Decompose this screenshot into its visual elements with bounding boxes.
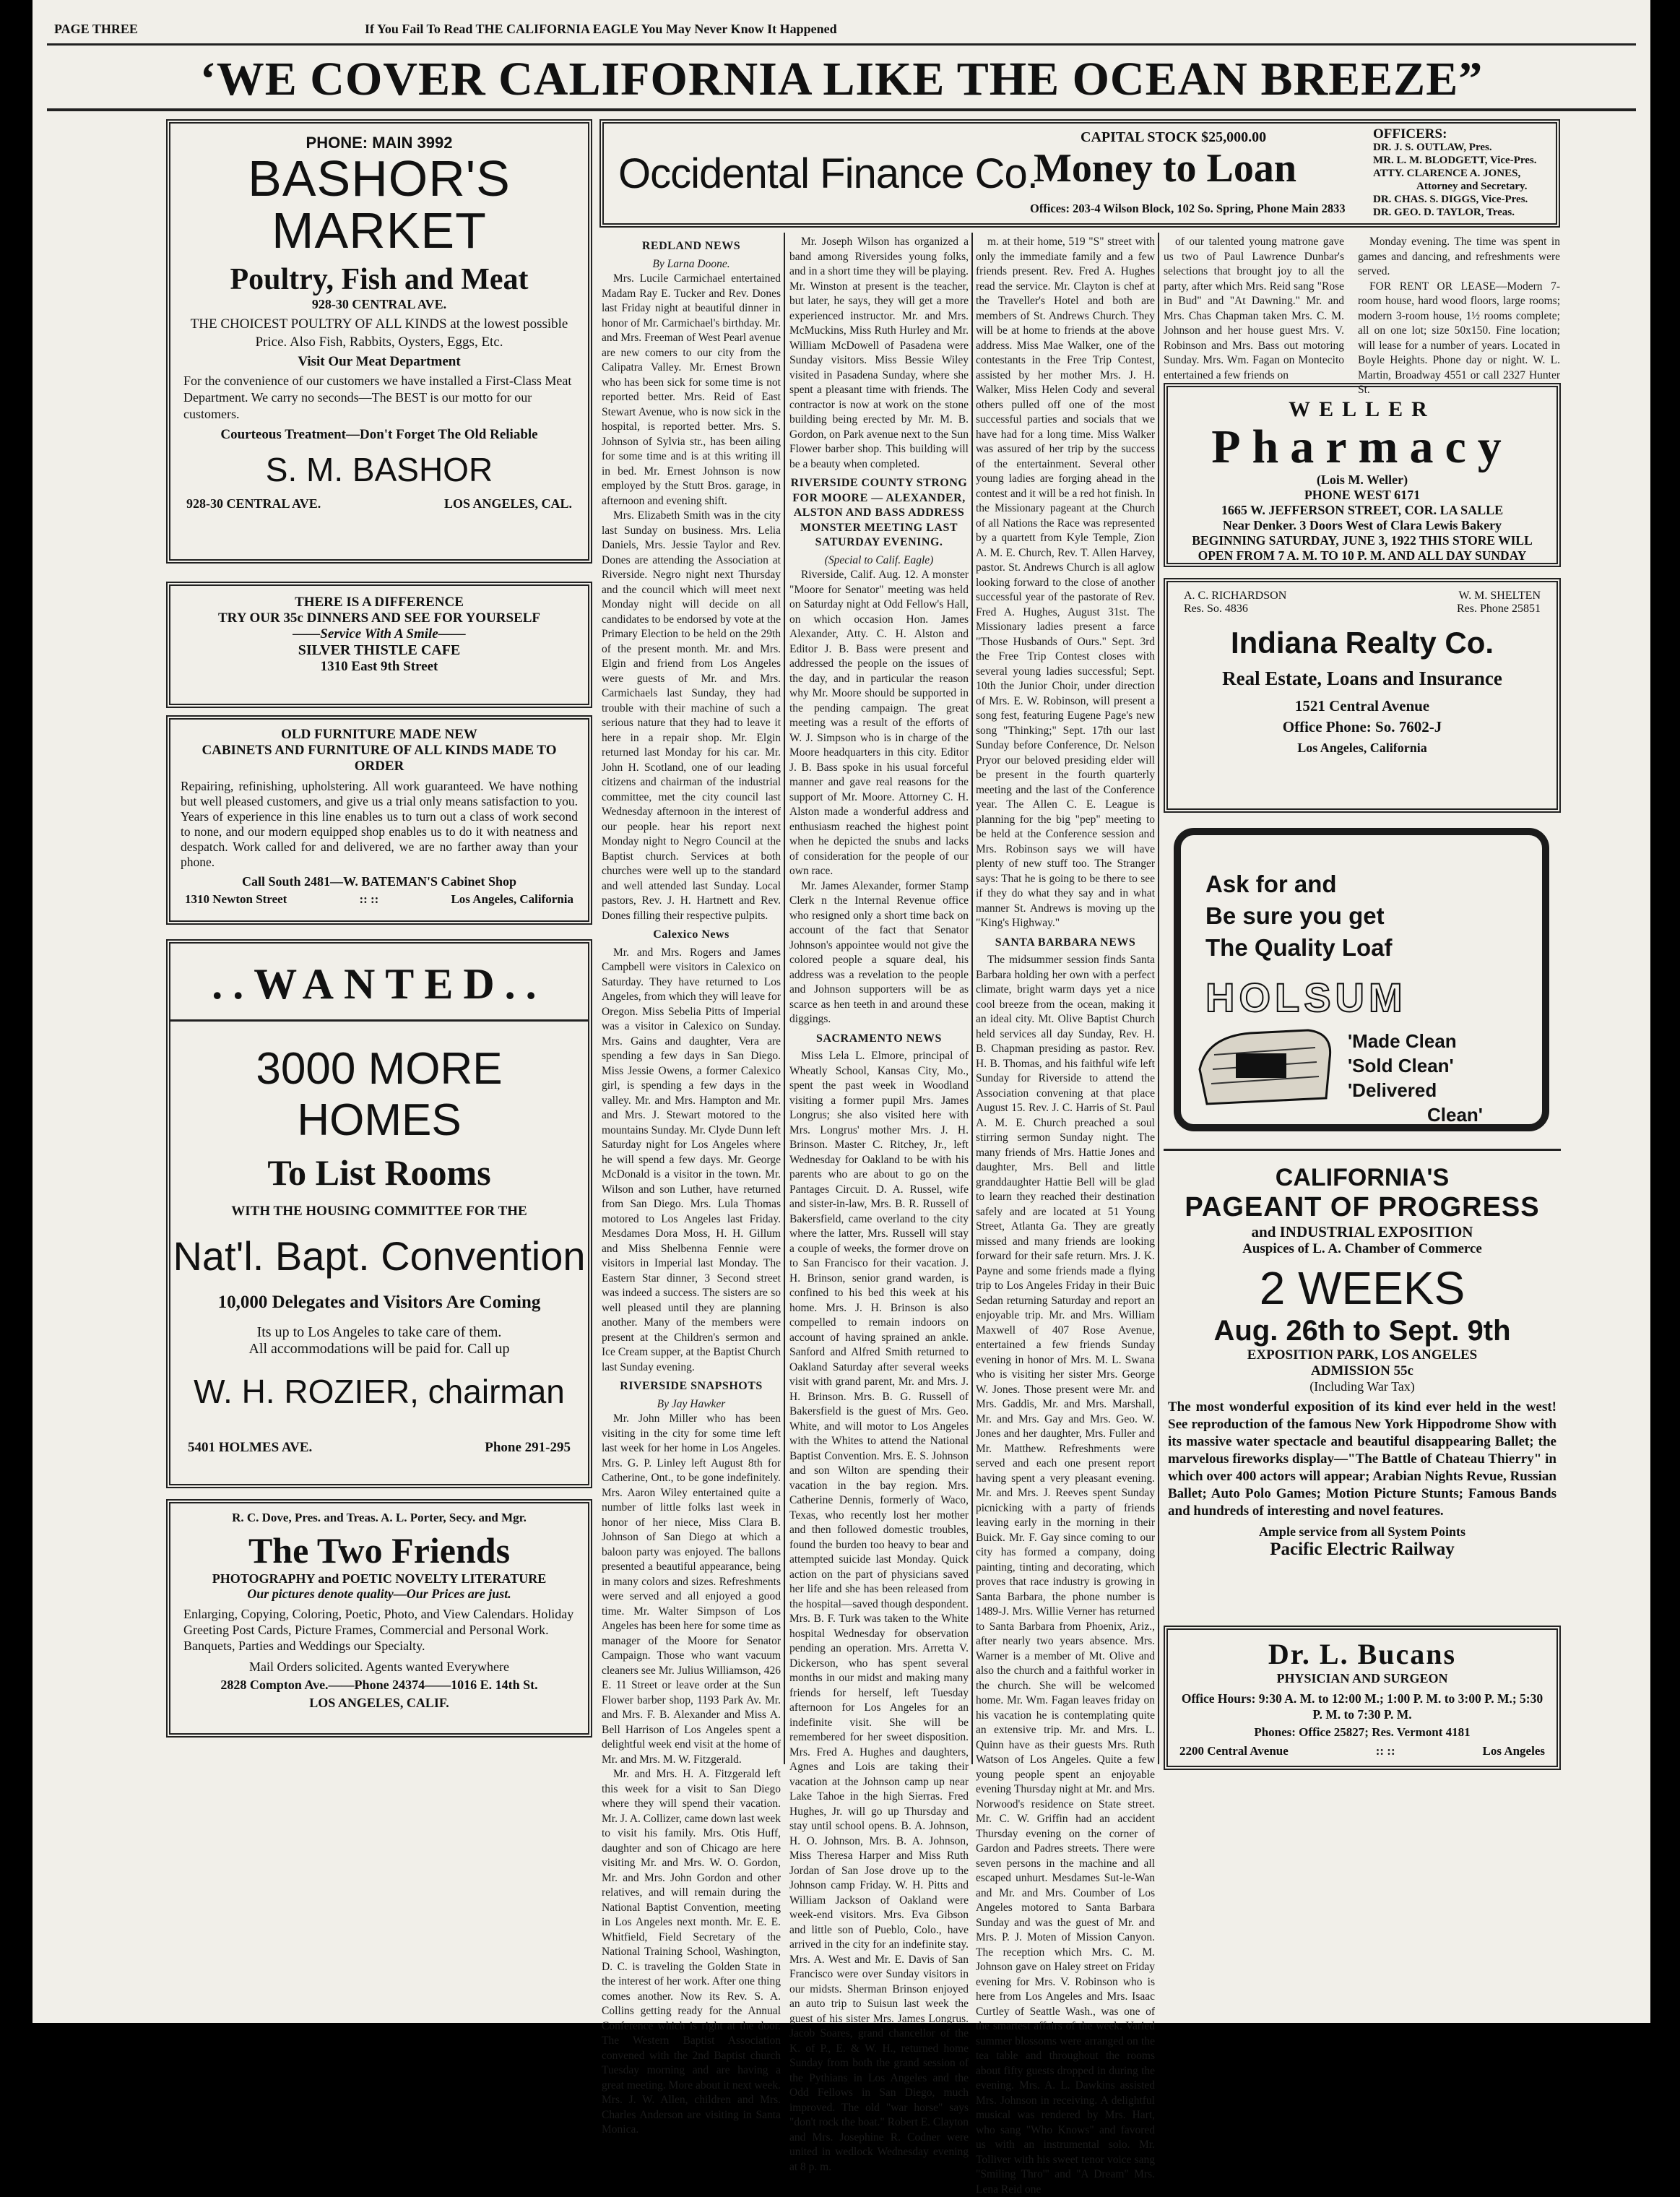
indiana-line: Real Estate, Loans and Insurance: [1222, 668, 1502, 689]
bateman-call: Call South 2481—W. BATEMAN'S Cabinet Shop: [241, 874, 517, 889]
wanted-line-2: To List Rooms: [267, 1152, 491, 1193]
occidental-officer-3: ATTY. CLARENCE A. JONES,: [1373, 168, 1521, 179]
bucans-name: Dr. L. Bucans: [1268, 1638, 1457, 1670]
indiana-left-name: A. C. RICHARDSON: [1184, 590, 1287, 602]
holsum-line-2: Be sure you get: [1205, 902, 1385, 929]
pageant-of-progress-ad: [1164, 1149, 1561, 1615]
newspaper-page: [33, 0, 1650, 2196]
pageant-line-2: PAGEANT OF PROGRESS: [1185, 1192, 1540, 1222]
weller-open-2: OPEN FROM 7 A. M. TO 10 P. M. AND ALL DAY SUNDAY: [1198, 548, 1527, 563]
two-friends-line-2: Our pictures denote quality—Our Prices are just.: [247, 1587, 511, 1601]
occidental-offices: Offices: 203-4 Wilson Block, 102 So. Spring, Phone Main 2833: [1030, 202, 1346, 215]
news-column-5: [1358, 235, 1560, 396]
bucans-footer: [1179, 1744, 1545, 1758]
weller-open-1: BEGINNING SATURDAY, JUNE 3, 1922 THIS STORE WILL: [1192, 533, 1533, 548]
two-friends-line-1: PHOTOGRAPHY and POETIC NOVELTY LITERATURE: [212, 1571, 547, 1586]
news-column-1: [602, 235, 781, 2136]
article-paragraph: Miss Lela L. Elmore, principal of Wheatly School, Kansas City, Mo., spent the past week in Woodland visiting a former pupil Mrs. James Longrus; she also visited here with Mrs. Longrus' mother Mrs. J. H. Brinson. Master C. Ritchey, Jr., left Wednesday for Oakland to be with his parents who are about to go on the Pantages Circuit. D. A. Russel, wife and sister-in-law, Mrs. B. R. Russell of Bakersfield, came overland to the city where the latter, Mrs. Russell will stay a couple of weeks, the former drove on to San Francisco for their vacation. J. H. Brinson, senior grand warden, is confined to his bed this week at his home. Mrs. J. H. Brinson is also compelled to remain indoors on account of having sprained an ankle. Sanford and Alfred Smith returned to Oakland Saturday after several weeks visit with grand parent, Mr. and Mrs. J. H. Brinson. Mrs. B. G. Russell of Bakersfield is the guest of Mrs. Geo. White, and will motor to Los Angeles with the Whites to attend the National Baptist Convention. Mrs. E. S. Johnson and son Wilton are spending their vacation in the bay region. Mrs. Catherine Dennis, formerly of Waco, Texas, who recently lost her mother and then followed domestic troubles, found the burden too heavy to bear and attempted suicide last Monday. Quick action on the part of physicians saved her life and she has been released from the hospital—saved though despondent. Mrs. B. F. Turk was taken to the White hospital Wednesday for observation pending an operation. Mrs. Arretta V. Dickerson, who has spent several months in our midst and making many friends for herself, left Tuesday afternoon for Los Angeles for an indefinite visit. She will be remembered for her sweet disposition. Mrs. Fred A. Hughes and daughters, Agnes and Lois are taking their vacation at the Johnson camp up near Lake Tahoe in the high Sierras. Fred Hughes, Jr. will go up Thursday and stay until school opens. B. A. Johnson, H. O. Johnson, Mrs. B. A. Johnson, Miss Theresa Harper and Miss Ruth Jordan of San Jose drove up to the Johnson camp Friday. W. H. Pitts and William Jackson of Oakland were week-end visitors. Mrs. Eva Gibson and little son of Pueblo, Colo., have arrived in the city for an indefinite stay. Mrs. A. West and Mr. E. Davis of San Francisco were over Sunday visitors in our midsts. Sherman Brinson enjoyed an auto trip to Suisun last week the guest of his sister Mrs. James Longrus. Jacob Soares, grand chancellor of the K. of P., E. & W. H., returned home Sunday from both the grand session of the Pythians in Los Angeles and the Odd Fellows in San Diego, much improved. The old "war horse" says "don't rock the boat." Robert E. Clayton and Mrs. Josephine R. Codner were united in wedlock Wednesday evening at 8 p. m.: [789, 1050, 969, 2173]
weller-near: Near Denker. 3 Doors West of Clara Lewis Bakery: [1222, 518, 1502, 532]
wanted-line-1: 3000 MORE HOMES: [256, 1044, 503, 1145]
indiana-address: 1521 Central Avenue: [1294, 697, 1430, 715]
article-byline: (Special to Calif. Eagle): [824, 553, 934, 566]
bucans-phones: Phones: Office 25827; Res. Vermont 4181: [1254, 1725, 1471, 1739]
bashor-products: Poultry, Fish and Meat: [230, 263, 529, 296]
weller-owner: (Lois M. Weller): [1316, 472, 1408, 487]
wanted-footer-address: 5401 HOLMES AVE.: [188, 1440, 313, 1455]
two-friends-address: 2828 Compton Ave.——Phone 24374——1016 E. 14th St.: [220, 1678, 538, 1692]
occidental-officer-4: Attorney and Secretary.: [1416, 181, 1528, 192]
occidental-name: Occidental Finance Co.: [618, 150, 1038, 197]
occidental-officer-6: DR. GEO. D. TAYLOR, Treas.: [1373, 207, 1515, 218]
bashor-name-2: MARKET: [272, 202, 487, 259]
bashor-footer: [186, 496, 572, 512]
holsum-tagline: [1205, 868, 1393, 964]
article-heading: SANTA BARBARA NEWS: [995, 936, 1136, 949]
pageant-line-8: ADMISSION 55c: [1311, 1363, 1413, 1378]
pageant-line-7: EXPOSITION PARK, LOS ANGELES: [1247, 1347, 1478, 1363]
bateman-footer: [185, 892, 573, 907]
two-friends-city: LOS ANGELES, CALIF.: [309, 1696, 449, 1710]
weller-name-1: WELLER: [1289, 397, 1436, 421]
article-paragraph: Mrs. Elizabeth Smith was in the city last Sunday on business. Mrs. Lelia Daniels, Mrs. Jessie Taylor and Rev. Dones are attending the Association at Riverside. Negro night next Thursday and the council which will meet next Monday night will decide on all candidates to be endorsed by vote at the Primary Election to be held on the 29th of the present month. Mr. and Mrs. Elgin and friend from Los Angeles were guests of Mr. and Mrs. Carmichaels last Sunday, they had trouble with their machine of such a serious nature that they had to leave it here in a repair shop. Mr. Elgin returned last Monday for his car. Mr. John H. Scotland, one of our leading citizens and chairman of the industrial committee, met the city council last Wednesday afternoon in the interest of our people. hear his report next Monday night to Negro Council at the Baptist church. Services at both churches were well up to the standard and well attended last Sunday. Local pastors, Rev. J. H. Hartnett and Rev. Dones filling their respective pulpits.: [602, 509, 781, 922]
bashor-body: For the convenience of our customers we have installed a First-Class Meat Department. We carry no seconds—The BEST is our motto for our customers.: [183, 374, 572, 421]
article-paragraph: Mrs. Lucile Carmichael entertained Madam Ray E. Tucker and Rev. Dones last Friday night at beautiful dinner in honor of Mr. Carmichael's birthday. Mr. and Mrs. Freeman of West Pearl avenue are new comers to our city from the Calipatra Valley. Mr. Ernest Brown who has been sick for some time is not reported better. Mrs. Reid of East Stewart Avenue, who is now sick in the hospital, is reported better. Mrs. S. Johnson of Sylvia str., has been ailing for some time and is at this writing ill in bed. Mr. Ernest Johnson is now employed by the Stutt Bros. garage, in afternoon and evening shift.: [602, 272, 781, 507]
weller-address: 1665 W. JEFFERSON STREET, COR. LA SALLE: [1221, 503, 1504, 517]
banner-headline: ‘WE COVER CALIFORNIA LIKE THE OCEAN BREEZE”: [199, 53, 1484, 105]
occidental-capital: CAPITAL STOCK $25,000.00: [1081, 129, 1267, 145]
bateman-body: Repairing, refinishing, upholstering. All work guaranteed. We have nothing but well pleased customers, and give us a trial only means satisfaction to you. Years of experience in this line enables us to turn out a class of work second to none, and our modern equipped shop enables us to do it with neatness and despatch. Work called for and delivered, we are no farther away than your phone.: [181, 779, 578, 869]
bashor-visit: Visit Our Meat Department: [298, 354, 461, 369]
column-rule-2: [971, 233, 973, 1764]
article-paragraph: Mr. John Miller who has been visiting in the city for some time left last week for her home in Los Angeles. Mrs. G. P. Linley left August 8th for Catherine, Ont., to be gone indefinitely. Mrs. Aaron Wiley entertained quite a number of little folks last week in honor of her niece, Miss Clara B. Johnson of San Diego at which a baloon party was enjoyed. The ballons presented a beautiful appearance, being in many colors and sizes. Refreshments were served and all enjoyed a good time. Mr. Walter Simpson of Los Angeles has been here for some time as manager of the Moore for Senator Campaign. Those who want vacuum cleaners see Mr. Julius Williamson, 426 E. 11 Street or leave order at the Sun Flower barber shop, 1193 Park Av. Mr. and Mrs. F. B. Alexander and Miss A. Bell Harrison of Los Angeles spent a delightful week end visit at the home of Mr. and Mrs. M. W. Fitzgerald.: [602, 1412, 781, 1766]
indiana-right-contact: [1457, 590, 1541, 616]
bucans-footer-city: Los Angeles: [1482, 1744, 1545, 1758]
article-paragraph: Riverside, Calif. Aug. 12. A monster "Moore for Senator" meeting was held on Saturday night at Odd Fellow's Hall, on which occasion Hon. James Alexander, Atty. C. H. Alston and Editor J. B. Bass were present and addressed the people on the issues of the day, and in particular the reason why Mr. Moore should be supported in the pending campaign. The great meeting was a result of the efforts of W. J. Simpson who is in charge of the Moore headquarters in this city. Editor J. B. Bass spoke in his usual forceful manner and gave real reasons for the support of Mr. Moore. Attorney C. H. Alston made a wonderful address and enthusiasm reached the highest point when he depicted the snubs and lacks of consideration for the people of our own race.: [789, 569, 969, 877]
bateman-heading-2: CABINETS AND FURNITURE OF ALL KINDS MADE TO ORDER: [202, 743, 557, 774]
pageant-line-5: 2 WEEKS: [1259, 1262, 1465, 1314]
pageant-line-3: and INDUSTRIAL EXPOSITION: [1251, 1223, 1473, 1240]
weller-phone: PHONE WEST 6171: [1304, 488, 1421, 502]
holsum-slogan-4: Clean': [1427, 1104, 1483, 1126]
page-number: PAGE THREE: [54, 22, 138, 36]
occidental-finance-ad: [599, 119, 1560, 228]
article-byline: By Larna Doone.: [652, 257, 730, 270]
wanted-line-4: Nat'l. Bapt. Convention: [173, 1233, 586, 1279]
pageant-line-1: CALIFORNIA'S: [1275, 1164, 1450, 1191]
occidental-officer-2: MR. L. M. BLODGETT, Vice-Pres.: [1373, 155, 1537, 166]
two-friends-officers: R. C. Dove, Pres. and Treas. A. L. Porter, Secy. and Mgr.: [232, 1511, 527, 1524]
indiana-left-phone: Res. So. 4836: [1184, 603, 1248, 615]
holsum-brand: HOLSUM: [1205, 975, 1407, 1020]
bucans-footer-address: 2200 Central Avenue: [1179, 1744, 1289, 1758]
bucans-footer-separator: :: ::: [1375, 1744, 1395, 1758]
holsum-line-1: Ask for and: [1205, 871, 1337, 897]
bashor-address: 928-30 CENTRAL AVE.: [311, 297, 447, 311]
news-column-4: [1164, 235, 1344, 379]
column-rule-3: [1158, 233, 1159, 1764]
article-paragraph: Mr. and Mrs. Rogers and James Campbell were visitors in Calexico on Saturday. They have returned to Los Angeles, from which they will leave for Oregon. Miss Sebelia Pitts of Imperial was a visitor in Calexico on Sunday. Mrs. Gains and daughter, Vera are spending a few days in San Diego. Miss Jessie Owens, a former Calexico girl, is spending a few days in the valley. Mr. and Mrs. Hampton and Mr. and Mrs. J. Stewart motored to the mountains Sunday. Mr. Clyde Dunn left Saturday night for Los Angeles where he will spend a few days. Mr. George McDonald is a visitor in the town. Mr. Wilson and son Luther, have returned from San Diego. Mrs. Lula Thomas motored to Los Angeles last Friday. Mesdames Dora Moss, H. H. Gillum and Miss Shelbenna Fennie were visitors in Imperial last Monday. The Eastern Star dinner, 3 Second street was indeed a success. The sisters are so well pleased until they are planning another. Many of the members were present at the Children's sermon and Ice Cream supper, at the Baptist Church last Sunday evening.: [602, 946, 781, 1373]
bashor-choice-text: THE CHOICEST POULTRY OF ALL KINDS at the lowest possible Price. Also Fish, Rabbits, Oysters, Eggs, Etc.: [190, 316, 568, 350]
indiana-realty-ad: [1164, 578, 1561, 813]
running-head-text: If You Fail To Read THE CALIFORNIA EAGLE You May Never Know It Happened: [365, 22, 837, 36]
bucans-title: PHYSICIAN AND SURGEON: [1276, 1671, 1448, 1685]
wanted-footer: [188, 1440, 571, 1456]
wanted-line-7: All accommodations will be paid for. Call up: [248, 1341, 510, 1357]
running-head: [54, 17, 1629, 42]
article-paragraph: m. at their home, 519 "S" street with only the immediate family and a few friends present. Rev. Fred A. Hughes read the service. Mr. Clayton is chef at the Traveller's Hotel and both are members of St. Andrews Church. They will be at home to friends at the above address. Miss Mae Walker, one of the contestants in the Free Trip Contest, assisted by her mother Mrs. J. H. Walker, Miss Helen Cody and several others pulled off one of the most successful parties and socials that we have had for a long time. Miss Walker was assured of her trip by the success of the entertainment. Several other young ladies are forging ahead in the contest and it will be a red hot finish. In the Missionary pageant at the Church of all Nations the Race was represented by a quartett from Kyle Temple, Zion A. M. E. Church, Rev. T. Allen Harvey, pastor. St. Andrews Church is all aglow looking forward to the close of another successful year of the pastorate of Rev. Fred A. Hughes, August 31st. The Missionary ladies present a farce "Those Husbands of Ours." Sept. 3rd the Free Trip Contest closes with several young ladies successful; Sept. 10th the Junior Choir, under direction of Mrs. E. W. Robinson, will present a song fest, featuring Eugene Page's new song "Thinking;" Sept. 17th our last Sunday before Conference, Dr. Nelson Pryor our beloved presiding elder will be present in the fourth quarterly meeting and the last of the Conference year. The Allen C. E. League is planning for the big "pep" meeting to be held at the Conference session and Mrs. Robinson says we will have plenty of new stuff too. The Stranger says: That he is going to be there to see if they do what they say and in what manner St. Andrews is moving up the "King's Highway.": [976, 236, 1155, 929]
holsum-slogan-3: 'Delivered: [1348, 1079, 1437, 1101]
article-heading: RIVERSIDE SNAPSHOTS: [620, 1380, 763, 1392]
occidental-officer-1: DR. J. S. OUTLAW, Pres.: [1373, 142, 1492, 153]
thistle-line-2: TRY OUR 35c DINNERS AND SEE FOR YOURSELF: [217, 610, 541, 626]
thistle-line-1: THERE IS A DIFFERENCE: [295, 595, 464, 610]
article-heading: SACRAMENTO NEWS: [816, 1032, 942, 1045]
bashor-footer-address: 928-30 CENTRAL AVE.: [186, 496, 321, 511]
bateman-footer-separator: :: ::: [359, 892, 379, 906]
weller-name-2: Pharmacy: [1211, 420, 1513, 473]
column-rule-1: [784, 233, 785, 1764]
holsum-slogan-2: 'Sold Clean': [1348, 1055, 1454, 1076]
weller-pharmacy-ad: [1164, 383, 1561, 567]
indiana-phone: Office Phone: So. 7602-J: [1282, 718, 1442, 735]
holsum-bread-ad: [1164, 824, 1561, 1138]
article-paragraph: FOR RENT OR LEASE—Modern 7-room house, hard wood floors, large rooms; modern 3-room house, 1½ rooms complete; all on one lot; size 50x150. Fine location; will lease for a number of years. Located in Boyle Heights. Phone day or night. W. L. Martin, Broadway 4551 or call 2327 Hunter St.: [1358, 280, 1560, 396]
pageant-railway: Pacific Electric Railway: [1270, 1540, 1455, 1559]
article-heading: RIVERSIDE COUNTY STRONG FOR MOORE — ALEXANDER, ALSTON AND BASS ADDRESS MONSTER MEETING LAST SATURDAY EVENING.: [790, 477, 968, 548]
bateman-heading-1: OLD FURNITURE MADE NEW: [281, 727, 477, 742]
bashor-phone: PHONE: MAIN 3992: [306, 134, 453, 152]
article-paragraph: Mr. and Mrs. H. A. Fitzgerald left this week for a visit to San Diego where they will spend their vacation. Mr. J. A. Collizer, came down last week to visit his family. Mrs. Otis Huff, daughter and son of Chicago are here visiting Mr. and Mrs. W. O. Gordon, Mr. and Mrs. John Gordon and other relatives, and will remain during the National Baptist Convention, meeting in Los Angeles next month. Mr. E. E. Whitfield, Field Secretary of the National Training School, Washington, D. C. is traveling the Golden State in the interest of her work. After one thing comes another. Now its Rev. S. A. Collins getting ready for the Annual Conference which is right at the door. The Western Baptist Association convened with the 2nd Baptist church Tuesday morning and are having a great meeting. More about it next week. Mrs. J. W. Allen, children and Mrs. Charles Anderson are visiting in Santa Monica.: [602, 1768, 781, 2136]
holsum-slogan-1: 'Made Clean: [1348, 1030, 1457, 1052]
indiana-right-phone: Res. Phone 25851: [1457, 603, 1541, 615]
article-paragraph: of our talented young matrone gave us two of Paul Lawrence Dunbar's selections that brought joy to all the party, after which Mrs. Reid sang "Rose in Bud" and "At Dawning." Mr. and Mrs. Chas Chapman taken Mrs. C. M. Johnson and her house guest Mrs. V. Robinson and Mrs. Bass out motoring Sunday. Mrs. Wm. Fagan on Montecito entertained a few friends on: [1164, 236, 1344, 381]
indiana-name: Indiana Realty Co.: [1230, 626, 1494, 660]
article-heading: REDLAND NEWS: [641, 240, 741, 252]
silver-thistle-ad: [166, 582, 592, 708]
occidental-money: Money to Loan: [1034, 146, 1296, 191]
thistle-line-3: ——Service With A Smile——: [293, 626, 466, 642]
wanted-line-6: Its up to Los Angeles to take care of them.: [256, 1324, 502, 1340]
bashor-footer-city: LOS ANGELES, CAL.: [443, 496, 572, 511]
wanted-line-5: 10,000 Delegates and Visitors Are Coming: [217, 1292, 541, 1312]
pageant-line-4: Auspices of L. A. Chamber of Commerce: [1242, 1241, 1482, 1256]
occidental-officers-heading: OFFICERS:: [1373, 126, 1447, 142]
two-friends-body: Enlarging, Copying, Coloring, Poetic, Photo, and View Calendars. Holiday Greeting Post Cards, Picture Frames, Commercial and Personal Work. Banquets, Parties and Weddings our Specialty.: [183, 1607, 574, 1653]
article-paragraph: Mr. Joseph Wilson has organized a band among Riversides young folks, and in a short time they will be playing. Mr. Winston at present is the teacher, but later, he says, they will get a more experienced instructor. Mr. and Mrs. McMuckins, Miss Ruth Hurley and Mr. William McDowell of Pasadena were Sunday visitors. Miss Bessie Wiley visited in Pasadena Sunday, where she spent a pleasant time with friends. The contractor is now at work on the stone building being erected by Mr. M. B. Gordon, on Park avenue next to the Sun Flower barber shop. This building will be a beauty when completed.: [789, 236, 969, 470]
bateman-footer-city: Los Angeles, California: [451, 892, 573, 906]
wanted-title: ..WANTED..: [212, 960, 547, 1008]
occidental-officer-5: DR. CHAS. S. DIGGS, Vice-Pres.: [1373, 194, 1528, 205]
two-friends-name: The Two Friends: [248, 1530, 511, 1571]
news-column-2: [789, 235, 969, 2173]
article-paragraph: Mr. James Alexander, former Stamp Clerk n the Internal Revenue office who resigned only a short time back on account of the fact that Senator Johnson's appointee would not give the colored people a square deal, his address was a revelation to the people and Johnson supporters will be as scarce as hen teeth in and around these diggings.: [789, 879, 969, 1025]
bashor-owner: S. M. BASHOR: [265, 451, 493, 488]
two-friends-ad: [166, 1499, 592, 1738]
banner-rule: [47, 108, 1636, 111]
thistle-line-4: SILVER THISTLE CAFE: [298, 642, 461, 658]
bateman-footer-street: 1310 Newton Street: [185, 892, 287, 906]
news-column-3: [976, 235, 1155, 2196]
bashor-name-1: BASHOR'S: [248, 150, 511, 207]
holsum-slogans: [1348, 1029, 1483, 1127]
article-paragraph: Monday evening. The time was spent in games and dancing, and refreshments were served.: [1358, 236, 1560, 277]
pageant-line-9: (Including War Tax): [1309, 1379, 1415, 1394]
wanted-rule: [170, 1019, 588, 1022]
article-byline: By Jay Hawker: [657, 1397, 726, 1410]
occidental-officers: [1373, 128, 1537, 219]
two-friends-mail: Mail Orders solicited. Agents wanted Everywhere: [249, 1659, 509, 1674]
top-rule: [47, 43, 1636, 46]
bread-loaf-icon: [1192, 1019, 1337, 1113]
wanted-line-3: WITH THE HOUSING COMMITTEE FOR THE: [231, 1204, 527, 1219]
indiana-left-contact: [1184, 590, 1286, 616]
bashor-courteous: Courteous Treatment—Don't Forget The Old Reliable: [220, 427, 538, 442]
pageant-service: Ample service from all System Points: [1258, 1524, 1466, 1539]
wanted-chairman: W. H. ROZIER, chairman: [194, 1373, 565, 1410]
wanted-footer-phone: Phone 291-295: [485, 1440, 571, 1455]
pageant-line-6: Aug. 26th to Sept. 9th: [1213, 1315, 1511, 1347]
indiana-city: Los Angeles, California: [1297, 741, 1427, 755]
thistle-line-5: 1310 East 9th Street: [320, 659, 438, 674]
holsum-line-3: The Quality Loaf: [1205, 934, 1393, 961]
bateman-cabinet-ad: [166, 715, 592, 925]
bashor-market-ad: [166, 119, 592, 564]
article-paragraph: The midsummer session finds Santa Barbara holding her own with a perfect climate, bright warm days yet a nice cool breeze from the ocean, making it an ideal city. Mt. Olive Baptist Church held services all day Sunday, Rev. H. B. Chapman presiding as pastor. Rev. H. B. Thomas, and his faithful wife left Sunday for Riverside to attend the Association convening at that place August 15. Rev. J. C. Harris of St. Paul A. M. E. Church preached a soul stirring sermon Sunday night. The many friends of Mrs. Hattie Jones and daughter, Mrs. Bell and little granddaughter Hattie Bell will be glad to learn they reached their destination safely and are located at 51 Young Street, Atlanta Ga. They are greatly missed and many friends are looking forward for their safe return. Mrs. J. K. Payne and some friends made a flying trip to Los Angeles Friday in their Buic Sedan returning Saturday and report an enjoyable trip. Mr. and Mrs. William Maxwell of 407 Rose Avenue, entertained a few friends Sunday evening in honor of Mrs. M. L. Swana who is visiting her sister Mrs. George W. Jones. Those present were Mr. and Mrs. Gaddis, Mr. and Mrs. Marshall, Mr. and Mrs. Gay and Mrs. Geo. W. Jones and her daughter, Mrs. Fuller and Mr. Matthew. Refreshments were served and each one present report having spent a very pleasant evening. Mr. and Mrs. J. Reeves spent Sunday picnicking with a party of friends leaving early in the morning in their Buick. Mr. F. Gay since coming to our city has formed a company, doing painting, tinting and decorating, which proves that race industry is growing in Santa Barbara, the phone number is 1489-J. Mrs. Willie Verner has returned to Santa Barbara from Phoenix, Ariz., after nearly two years absence. Mrs. Warner is a member of Mt. Olive and also the church and a faithful worker in the church. She will be welcomed home. Mr. Wm. Fagan leaves friday on his vacation he is contemplating quite an extensive trip. Mr. and Mrs. L. Quinn have as their guests Mrs. Ruth Watson of Los Angeles. Quite a few young people spent an enjoyable evening Thursday night at Mr. and Mrs. Norwood's residence on State street. Mr. C. W. Griffin had an accident Thursday evening on the corner of Gardon and Padres streets. There were seven persons in the machine and all escaped unhurt. Mesdames Sut-le-Wan and Mr. and Mrs. Coumber of Los Angeles motored to Santa Barbara Sunday and was the guest of Mr. and Mrs. P. J. Moten of Mission Canyon. The reception which Mrs. C. M. Johnson gave on Haley street on Friday evening for Mrs. V. Robinson who is here from Los Angeles and Mrs. Isaac Curtley of Seattle Wash., was one of the smartest affairs of the week. Varied summer blossoms were arranged on the tea table and throughout the rooms about fifty guests dropped in during the evening. Mrs. A. L. Dawkins assisted Mrs. Johnson in receiving. A delightful musical was rendered by Mrs. Hart, who sang "Who Knows" and favored us with an instrumental solo. Mr. Tolliver with his sweet tenor voice sang "Smiling Thro'" and "A Dream" Mrs. Lena Reid one: [976, 954, 1155, 2196]
article-heading: Calexico News: [653, 928, 729, 941]
wanted-homes-ad: [166, 939, 592, 1488]
indiana-right-name: W. M. SHELTEN: [1458, 590, 1541, 602]
pageant-body: The most wonderful exposition of its kind ever held in the west! See reproduction of the famous New York Hippodrome Show with its massive water spectacle and beautiful disappearing Ballet; the marvelous fireworks display—"The Battle of Chateau Thierry" in which over 400 actors will appear; Arabian Nights Revue, Russian Ballet; Auto Polo Games; Motion Picture Stunts; Famous Bands and hundreds of interesting and novel features.: [1168, 1399, 1556, 1519]
bucans-hours: Office Hours: 9:30 A. M. to 12:00 M.; 1:00 P. M. to 3:00 P. M.; 5:30 P. M. to 7:30 P. M.: [1181, 1691, 1543, 1722]
dr-bucans-ad: [1164, 1626, 1561, 1770]
